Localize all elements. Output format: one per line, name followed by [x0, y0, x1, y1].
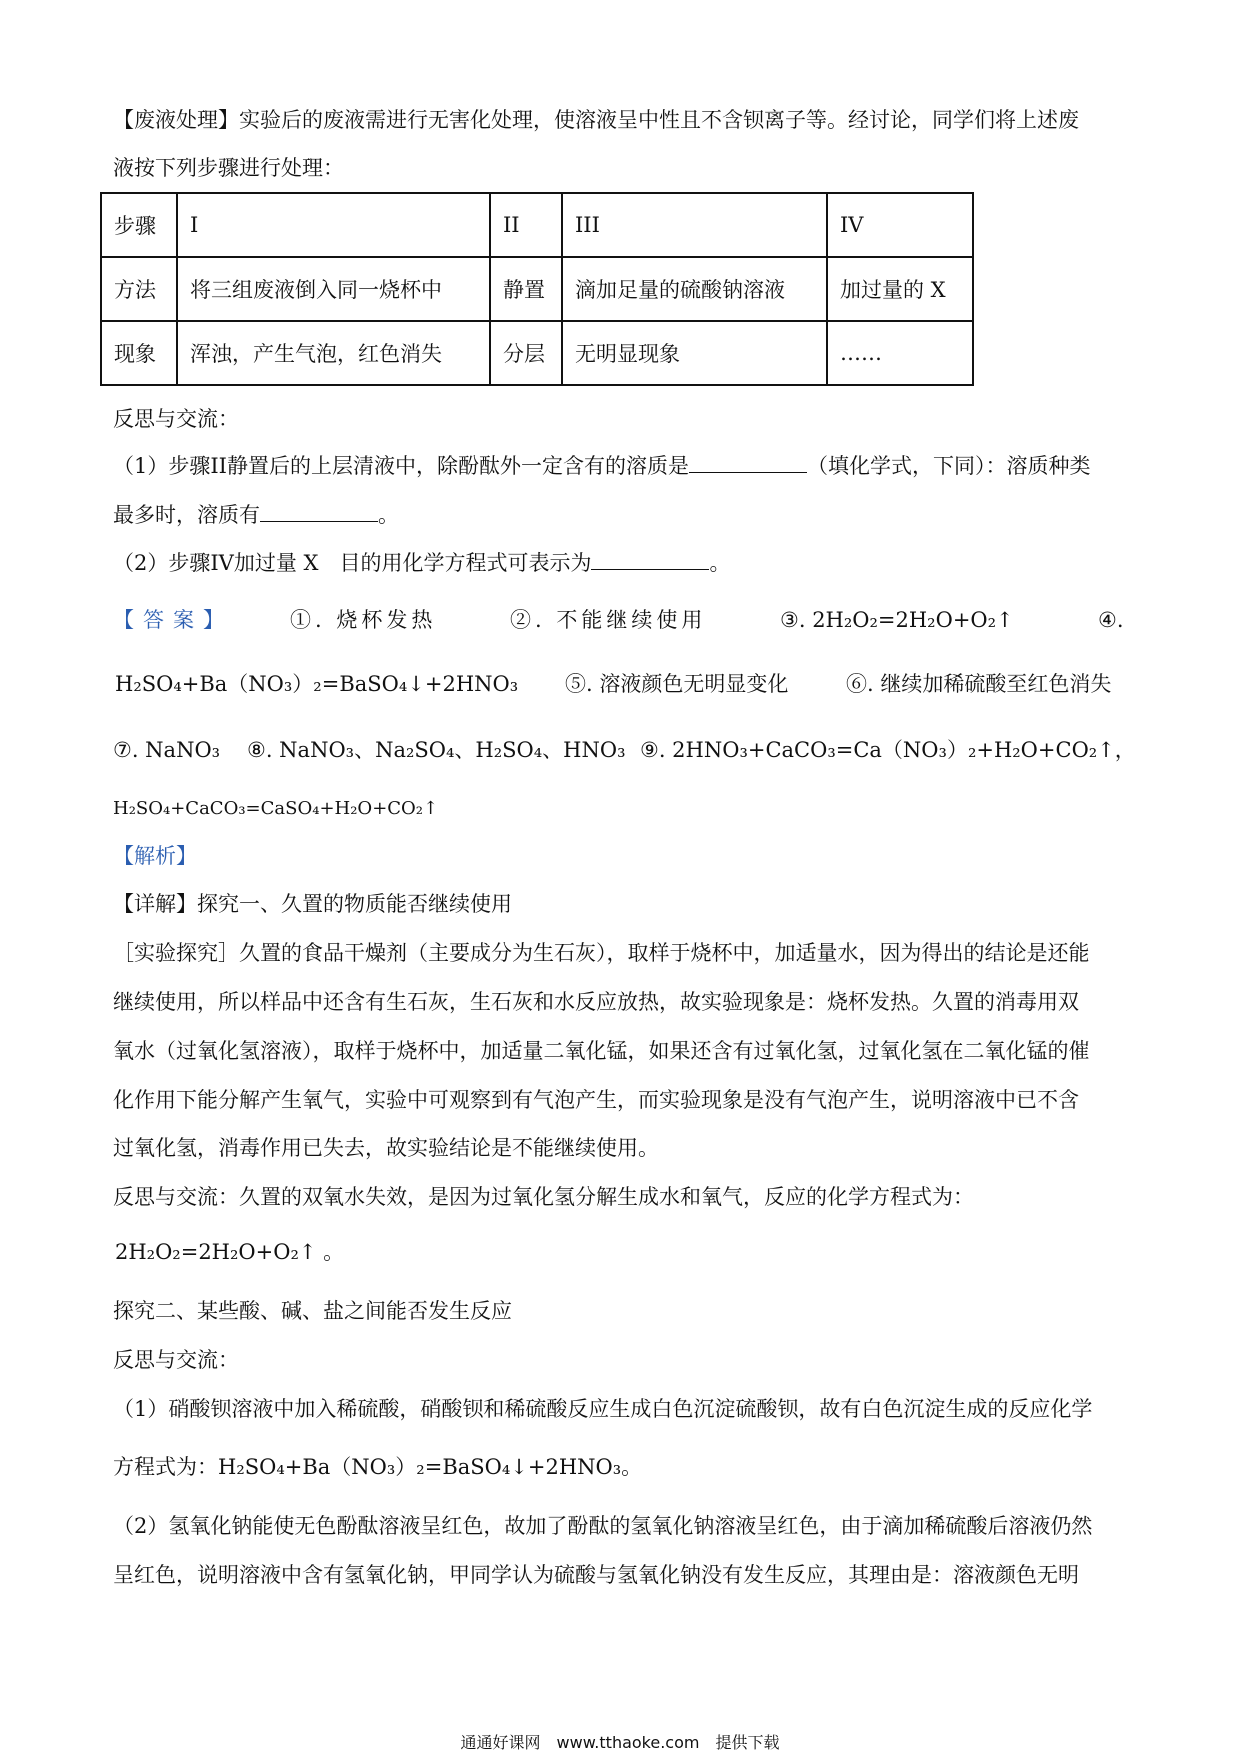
- analysis-p9: 反思与交流：: [113, 1348, 239, 1372]
- answer-2: ②. 不能继续使用: [510, 608, 707, 632]
- analysis-p8: 探究二、某些酸、碱、盐之间能否发生反应: [113, 1299, 512, 1323]
- reflect-heading: 反思与交流：: [113, 407, 239, 431]
- answer-6: ⑥. 继续加稀硫酸至红色消失: [846, 672, 1112, 696]
- question-2-end: 。: [709, 551, 731, 575]
- analysis-p12: （2）氢氧化钠能使无色酚酞溶液呈红色，故加了酚酞的氢氧化钠溶液呈红色，由于滴加稀硫酸后溶液仍然: [113, 1514, 1093, 1538]
- analysis-p10: （1）硝酸钡溶液中加入稀硫酸，硝酸钡和稀硫酸反应生成白色沉淀硫酸钡，故有白色沉淀生成的反应化学: [113, 1397, 1093, 1421]
- table-cell: 步骤: [101, 193, 177, 257]
- analysis-p1: ［实验探究］久置的食品干燥剂（主要成分为生石灰），取样于烧杯中，加适量水，因为得出的结论是还能: [113, 941, 1090, 965]
- question-1-line-1: [113, 452, 1090, 480]
- table-cell: 分层: [490, 321, 562, 385]
- answer-1: ①. 烧杯发热: [290, 608, 437, 632]
- page-footer: 通通好课网 www.tthaoke.com 提供下载: [460, 1733, 780, 1752]
- question-2-text: （2）步骤IV加过量 X 目的用化学方程式可表示为: [113, 551, 592, 575]
- analysis-p11: 方程式为：H₂SO₄+Ba（NO₃）₂=BaSO₄↓+2HNO₃。: [113, 1455, 643, 1479]
- table-cell: III: [562, 193, 827, 257]
- table-row: [101, 193, 973, 257]
- question-1-text-a: （1）步骤II静置后的上层清液中，除酚酞外一定含有的溶质是: [113, 454, 689, 478]
- question-1-text-b: （填化学式，下同）：溶质种类: [806, 454, 1091, 478]
- answer-3: [780, 606, 1014, 634]
- answer-blank: [689, 452, 807, 473]
- question-1-end: 。: [378, 503, 399, 527]
- answer-blank: [591, 549, 709, 570]
- analysis-p4: 化作用下能分解产生氧气，实验中可观察到有气泡产生，而实验现象是没有气泡产生，说明溶液中已不含: [113, 1088, 1079, 1112]
- table-cell: 方法: [101, 257, 177, 321]
- answer-line-1: [113, 606, 233, 634]
- analysis-detail: 【详解】探究一、久置的物质能否继续使用: [113, 892, 512, 916]
- answer-3-equation: 2H₂O₂=2H₂O+O₂↑: [812, 608, 1014, 632]
- table-cell: 加过量的 X: [827, 257, 973, 321]
- answer-5: ⑤. 溶液颜色无明显变化: [565, 672, 789, 696]
- answer-blank: [260, 501, 378, 522]
- table-cell: 无明显现象: [562, 321, 827, 385]
- analysis-p7: 2H₂O₂=2H₂O+O₂↑ 。: [115, 1240, 345, 1264]
- answer-9b: H₂SO₄+CaCO₃=CaSO₄+H₂O+CO₂↑: [113, 798, 439, 819]
- answer-4-equation: H₂SO₄+Ba（NO₃）₂=BaSO₄↓+2HNO₃: [115, 672, 519, 696]
- process-table: [100, 192, 974, 386]
- waste-line-2: 液按下列步骤进行处理：: [113, 156, 344, 180]
- table-cell: 滴加足量的硫酸钠溶液: [562, 257, 827, 321]
- table-cell: ……: [827, 321, 973, 385]
- answer-3-label: ③.: [780, 608, 813, 632]
- table-row: [101, 257, 973, 321]
- table-row: [101, 321, 973, 385]
- table-cell: 现象: [101, 321, 177, 385]
- table-cell: 静置: [490, 257, 562, 321]
- table-cell: IV: [827, 193, 973, 257]
- question-1-text-c: 最多时，溶质有: [113, 503, 260, 527]
- analysis-p3: 氧水（过氧化氢溶液），取样于烧杯中，加适量二氧化锰，如果还含有过氧化氢，过氧化氢在二氧化锰的催: [113, 1039, 1090, 1063]
- answer-9: ⑨. 2HNO₃+CaCO₃=Ca（NO₃）₂+H₂O+CO₂↑，: [640, 738, 1136, 762]
- answer-tag: 【答案】: [113, 608, 233, 632]
- table-cell: I: [177, 193, 490, 257]
- answer-7: ⑦. NaNO₃: [113, 738, 221, 762]
- table-cell: 浑浊，产生气泡，红色消失: [177, 321, 490, 385]
- table-cell: 将三组废液倒入同一烧杯中: [177, 257, 490, 321]
- analysis-p5: 过氧化氢，消毒作用已失去，故实验结论是不能继续使用。: [113, 1136, 659, 1160]
- analysis-p6: 反思与交流：久置的双氧水失效，是因为过氧化氢分解生成水和氧气，反应的化学方程式为：: [113, 1185, 974, 1209]
- waste-line-1: 【废液处理】实验后的废液需进行无害化处理，使溶液呈中性且不含钡离子等。经讨论，同学们将上述废: [113, 108, 1079, 132]
- answer-8: ⑧. NaNO₃、Na₂SO₄、H₂SO₄、HNO₃: [247, 738, 626, 762]
- question-1-line-2: [113, 501, 399, 529]
- question-2-line: [113, 549, 730, 577]
- analysis-p2: 继续使用，所以样品中还含有生石灰，生石灰和水反应放热，故实验现象是：烧杯发热。久置的消毒用双: [113, 990, 1079, 1014]
- table-cell: II: [490, 193, 562, 257]
- analysis-p13: 呈红色，说明溶液中含有氢氧化钠，甲同学认为硫酸与氢氧化钠没有发生反应，其理由是：溶液颜色无明: [113, 1563, 1079, 1587]
- answer-4-label: ④.: [1098, 608, 1124, 632]
- analysis-tag: 【解析】: [113, 844, 197, 868]
